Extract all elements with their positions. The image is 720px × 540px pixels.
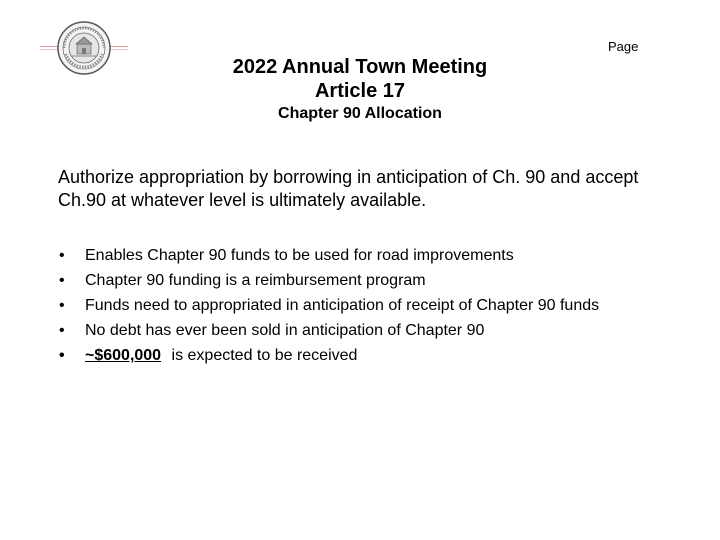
seal-decor-line [110, 46, 128, 47]
bullet-text: Chapter 90 funding is a reimbursement program [85, 272, 426, 289]
page-subtitle: Chapter 90 Allocation [278, 105, 442, 122]
title-block [0, 55, 720, 125]
page-title: 2022 Annual Town Meeting [232, 56, 488, 78]
bullet-glyph: • [59, 247, 65, 264]
seal-decor-line [110, 49, 128, 50]
bullet-item [58, 268, 599, 293]
bullet-text: Enables Chapter 90 funds to be used for road improvements [85, 247, 514, 264]
bullet-text: No debt has ever been sold in anticipation of Chapter 90 [85, 322, 485, 339]
bullet-text: is expected to be received [171, 347, 358, 364]
bullet-glyph: • [59, 322, 65, 339]
bullet-item [58, 343, 599, 368]
bullet-glyph: • [59, 347, 65, 364]
intro-paragraph: Authorize appropriation by borrowing in anticipation of Ch. 90 and accept Ch.90 at whatever level is ultimately available. [58, 167, 639, 210]
article-title: Article 17 [314, 80, 406, 102]
page-label: Page [608, 39, 639, 54]
bullet-text: Funds need to appropriated in anticipation of receipt of Chapter 90 funds [85, 297, 600, 314]
bullet-item [58, 318, 599, 343]
bullet-item [58, 243, 599, 268]
bullet-glyph: • [59, 297, 65, 314]
amount-highlight: ~$600,000 [85, 347, 162, 364]
bullet-glyph: • [59, 272, 65, 289]
bullet-list [58, 243, 599, 368]
bullet-item [58, 293, 599, 318]
